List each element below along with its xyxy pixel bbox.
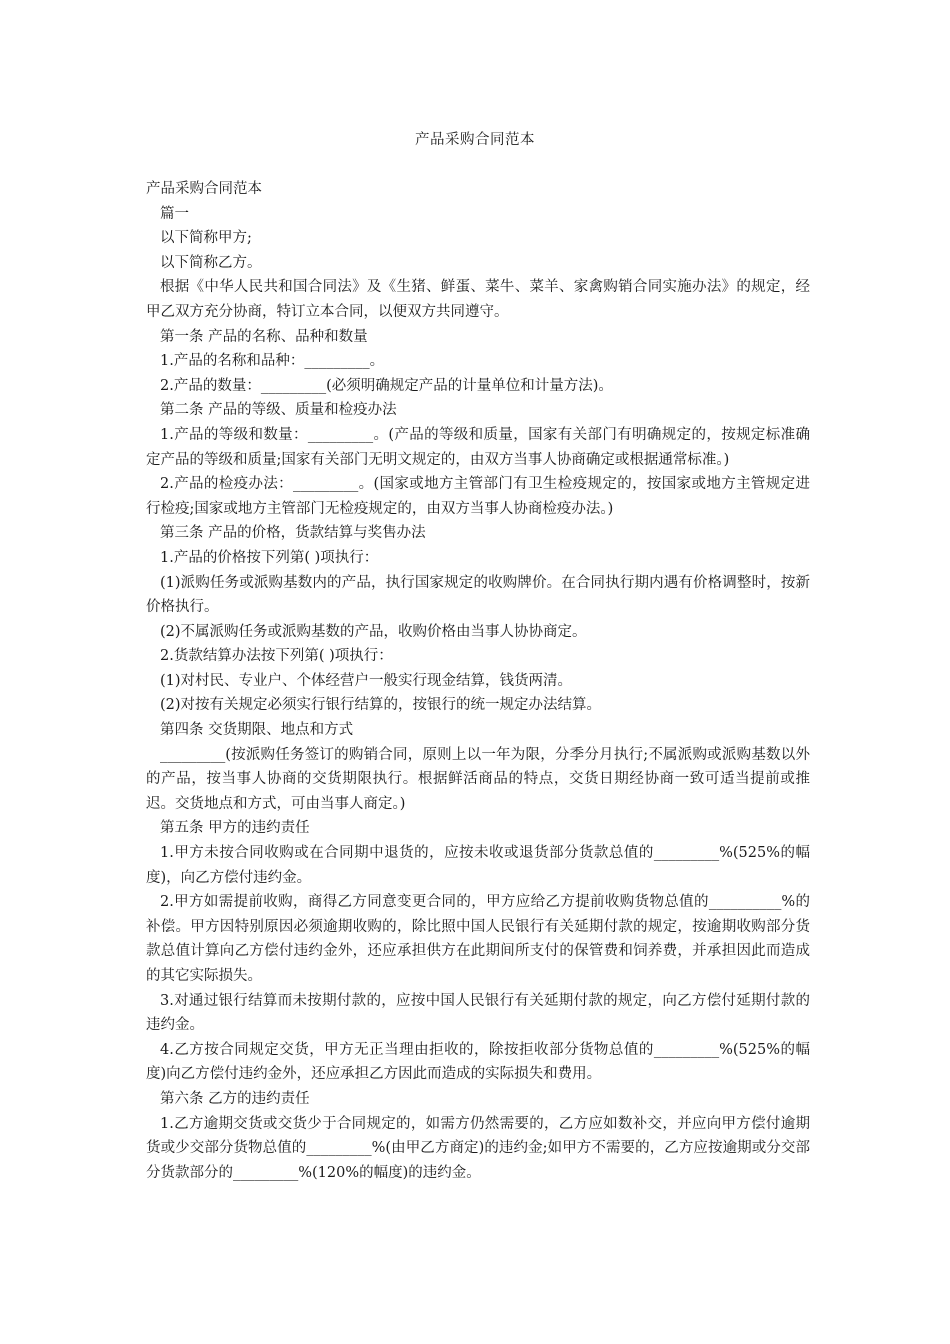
paragraph: 1.乙方逾期交货或交货少于合同规定的，如需方仍然需要的，乙方应如数补交，并应向甲方偿付逾期货或少交部分货物总值的_________%(由甲乙方商定)的违约金;如甲方不需要的，乙方应按逾期或分交部分货款部分的_________%(120%的幅度)的违约金。 <box>146 1115 810 1181</box>
paragraph: 2.产品的数量：_________(必须明确规定产品的计量单位和计量方法)。 <box>160 377 613 394</box>
document-title: 产品采购合同范本 <box>415 132 535 148</box>
article-heading: 第二条 产品的等级、质量和检疫办法 <box>160 402 397 419</box>
article-heading: 第六条 乙方的违约责任 <box>160 1090 310 1107</box>
preamble-paragraph: 根据《中华人民共和国合同法》及《生猪、鲜蛋、菜牛、菜羊、家禽购销合同实施办法》的规定，经甲乙双方充分协商，特订立本合同，以便双方共同遵守。 <box>146 279 810 320</box>
paragraph: (2)不属派购任务或派购基数的产品，收购价格由当事人协协商定。 <box>160 623 587 640</box>
article-heading: 第三条 产品的价格，货款结算与奖售办法 <box>160 525 426 542</box>
paragraph: 2.货款结算办法按下列第( )项执行： <box>160 648 393 665</box>
paragraph: 1.产品的等级和数量：_________。(产品的等级和质量，国家有关部门有明确规定的，按规定标准确定产品的等级和质量;国家有关部门无明文规定的，由双方当事人协商确定或根据通常标准。) <box>146 426 810 468</box>
section-label: 篇一 <box>160 205 189 222</box>
article-heading: 第一条 产品的名称、品种和数量 <box>160 328 368 345</box>
paragraph: 4.乙方按合同规定交货，甲方无正当理由拒收的，除按拒收部分货物总值的_________%(525%的幅度)向乙方偿付违约金外，还应承担乙方因此而造成的实际损失和费用。 <box>146 1041 810 1083</box>
paragraph: 3.对通过银行结算而未按期付款的，应按中国人民银行有关延期付款的规定，向乙方偿付延期付款的违约金。 <box>146 992 810 1034</box>
paragraph: 1.甲方未按合同收购或在合同期中退货的，应按未收或退货部分货款总值的_________%(525%的幅度)，向乙方偿付违约金。 <box>146 845 810 886</box>
party-a-line: 以下简称甲方; <box>160 230 252 247</box>
subtitle: 产品采购合同范本 <box>146 181 262 197</box>
article-heading: 第五条 甲方的违约责任 <box>160 820 310 837</box>
paragraph: 2.产品的检疫办法：_________。(国家或地方主管部门有卫生检疫规定的，按国家或地方主管规定进行检疫;国家或地方主管部门无检疫规定的，由双方当事人协商检疫办法。) <box>146 476 810 517</box>
article-heading: 第四条 交货期限、地点和方式 <box>160 722 354 739</box>
paragraph: (2)对按有关规定必须实行银行结算的，按银行的统一规定办法结算。 <box>160 697 602 714</box>
paragraph: (1)派购任务或派购基数内的产品，执行国家规定的收购牌价。在合同执行期内遇有价格调整时，按新价格执行。 <box>146 574 810 616</box>
document-body <box>146 177 810 1185</box>
paragraph: (1)对村民、专业户、个体经营户一般实行现金结算，钱货两清。 <box>160 672 573 689</box>
paragraph: 1.产品的名称和品种：_________。 <box>160 353 385 370</box>
paragraph: 1.产品的价格按下列第( )项执行： <box>160 549 379 566</box>
party-b-line: 以下简称乙方。 <box>160 254 262 271</box>
paragraph: 2.甲方如需提前收购，商得乙方同意变更合同的，甲方应给乙方提前收购货物总值的__________%的补偿。甲方因特别原因必须逾期收购的，除比照中国人民银行有关延期付款的规定，按逾期收购部分货款总值计算向乙方偿付违约金外，还应承担供方在此期间所支付的保管费和饲养费，并承担因此而造成的其它实际损失。 <box>146 894 810 984</box>
paragraph: _________(按派购任务签订的购销合同，原则上以一年为限，分季分月执行;不属派购或派购基数以外的产品，按当事人协商的交货期限执行。根据鲜活商品的特点，交货日期经协商一致可适当提前或推迟。交货地点和方式，可由当事人商定。) <box>146 746 810 812</box>
